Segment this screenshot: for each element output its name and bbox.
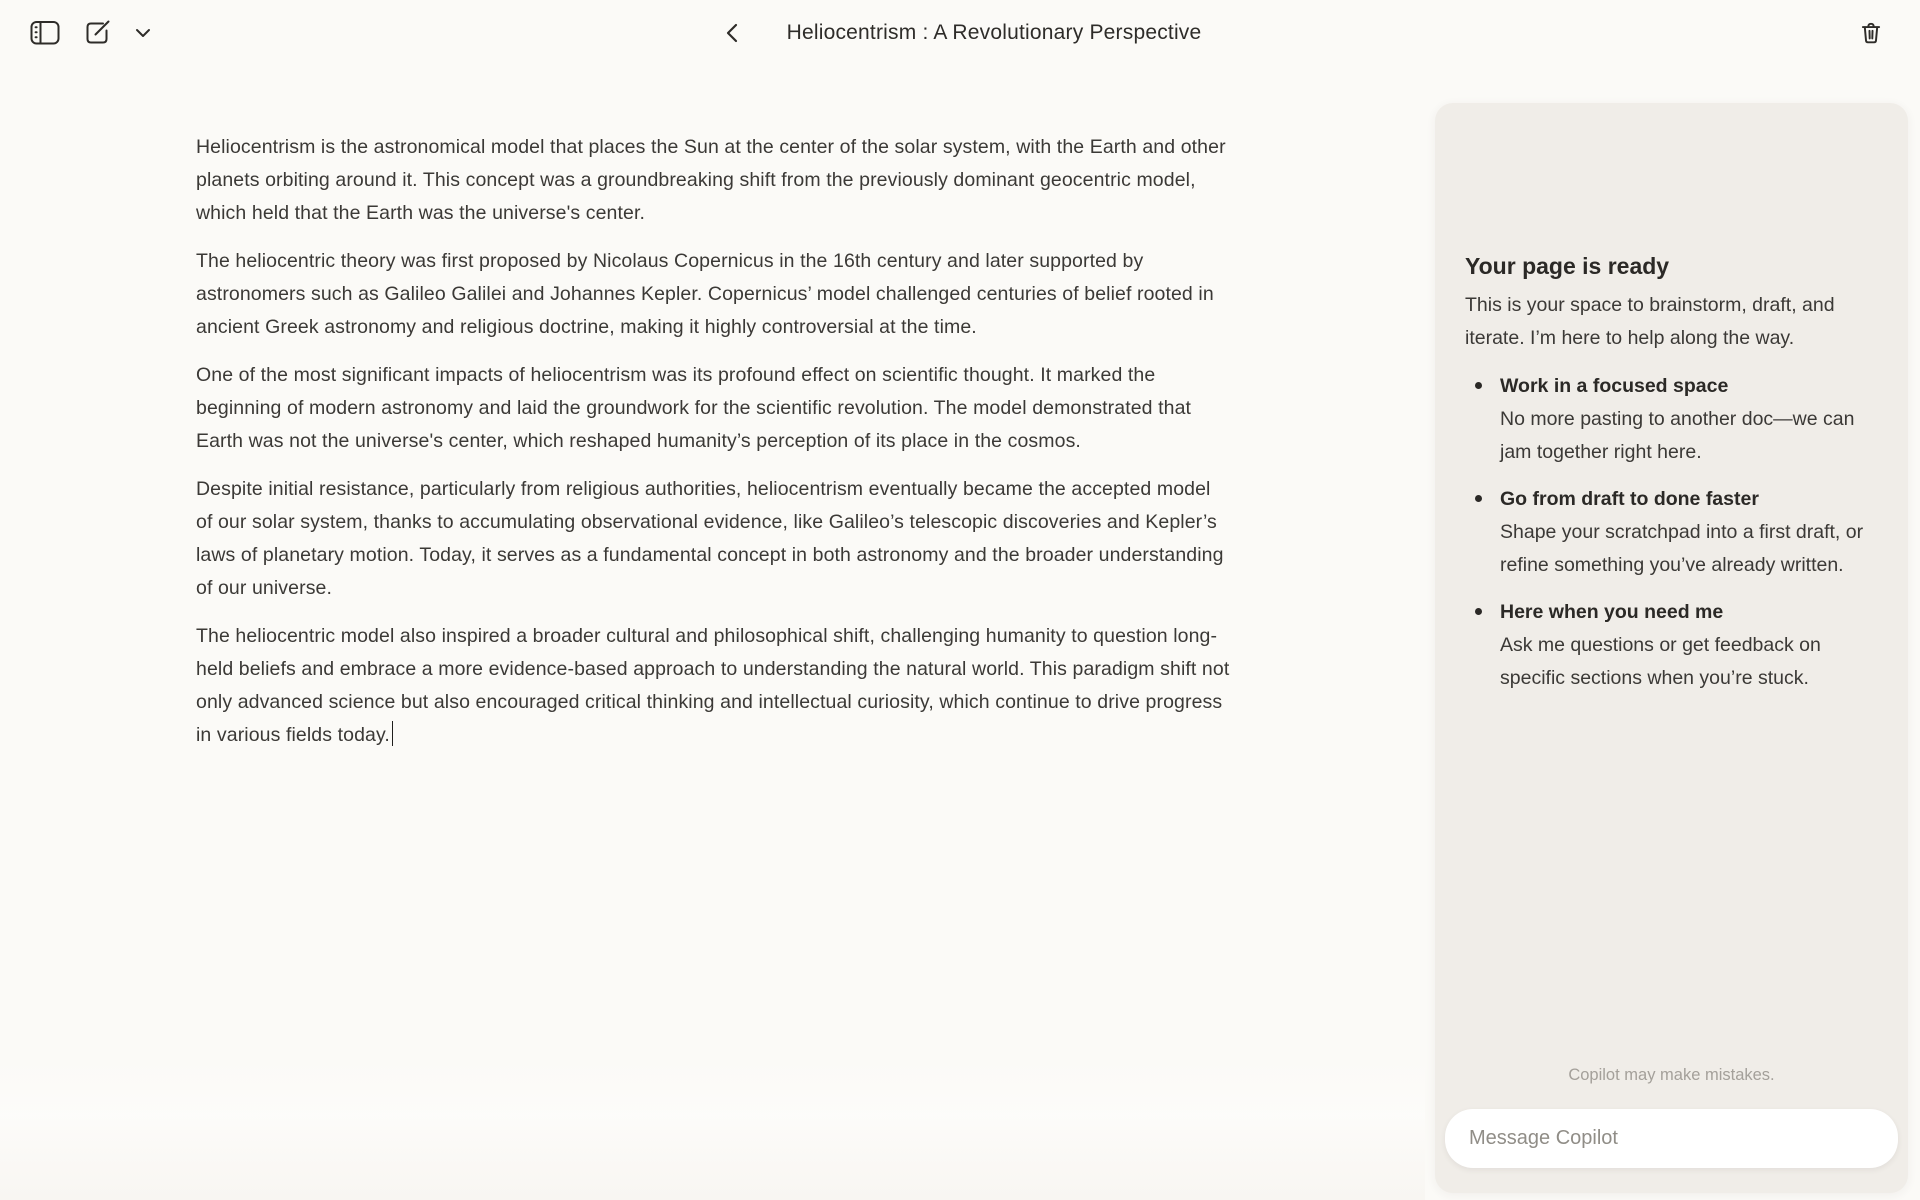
- new-page-menu-button[interactable]: [130, 14, 156, 52]
- chevron-down-icon: [135, 28, 151, 38]
- back-button[interactable]: [719, 14, 745, 52]
- bullet-dot: [1475, 382, 1482, 389]
- bullet-body: Ask me questions or get feedback on specific sections when you’re stuck.: [1500, 634, 1821, 689]
- document-paragraph-text: The heliocentric model also inspired a broader cultural and philosophical shift, challenging humanity to question long-held beliefs and embrace a more evidence-based approach to understanding the natural world. This paradigm shift not only advanced science but also encouraged critical thinking and intellectual curiosity, which continue to drive progress in various fields today.: [196, 625, 1230, 746]
- document-paragraph: [196, 620, 1230, 752]
- copilot-disclaimer: Copilot may make mistakes.: [1568, 1066, 1775, 1084]
- bullet-title: Here when you need me: [1500, 601, 1724, 623]
- sidebar-toggle-button[interactable]: [26, 14, 64, 52]
- panel-intro: This is your space to brainstorm, draft, and iterate. I’m here to help along the way.: [1465, 294, 1835, 349]
- bullet-dot: [1475, 608, 1482, 615]
- document-bottom-fade: [0, 1060, 1425, 1200]
- document-paragraph: Despite initial resistance, particularly from religious authorities, heliocentrism eventually became the accepted model of our solar system, thanks to accumulating observational evidence, like Galileo’s telescopic discoveries and Kepler’s laws of planetary motion. Today, it serves as a fundamental concept in both astronomy and the broader understanding of our universe.: [196, 478, 1224, 599]
- list-item: [1465, 596, 1880, 695]
- bullet-body: No more pasting to another doc—we can jam together right here.: [1500, 408, 1855, 463]
- panel-bullet-list: [1465, 370, 1880, 695]
- compose-icon: [83, 19, 111, 47]
- bullet-title: Work in a focused space: [1500, 375, 1729, 397]
- bullet-dot: [1475, 495, 1482, 502]
- delete-page-button[interactable]: [1852, 14, 1890, 52]
- trash-icon: [1858, 20, 1884, 46]
- sidebar-toggle-icon: [30, 20, 60, 46]
- text-cursor: [392, 721, 394, 746]
- new-page-button[interactable]: [78, 14, 116, 52]
- bullet-body: Shape your scratchpad into a first draft, or refine something you’ve already written.: [1500, 521, 1864, 576]
- chevron-left-icon: [726, 23, 738, 43]
- document-editor[interactable]: [196, 131, 1230, 767]
- panel-heading: Your page is ready: [1465, 253, 1670, 279]
- document-paragraph: The heliocentric theory was first proposed by Nicolaus Copernicus in the 16th century and later supported by astronomers such as Galileo Galilei and Johannes Kepler. Copernicus’ model challenged centuries of belief rooted in ancient Greek astronomy and religious doctrine, making it highly controversial at the time.: [196, 250, 1214, 338]
- topbar-right-group: [1852, 0, 1890, 66]
- topbar-title-group: [0, 0, 1920, 66]
- document-paragraph: One of the most significant impacts of heliocentrism was its profound effect on scientific thought. It marked the beginning of modern astronomy and laid the groundwork for the scientific revolution. The model demonstrated that Earth was not the universe's center, which reshaped humanity’s perception of its place in the cosmos.: [196, 364, 1192, 452]
- message-input-container: [1445, 1109, 1898, 1168]
- document-paragraph: Heliocentrism is the astronomical model that places the Sun at the center of the solar system, with the Earth and other planets orbiting around it. This concept was a groundbreaking shift from the previously dominant geocentric model, which held that the Earth was the universe's center.: [196, 136, 1226, 224]
- copilot-panel-content: [1465, 253, 1880, 709]
- topbar-left-group: [26, 0, 156, 66]
- list-item: [1465, 483, 1880, 582]
- bullet-title: Go from draft to done faster: [1500, 488, 1759, 510]
- page-title: Heliocentrism : A Revolutionary Perspective: [786, 21, 1202, 44]
- message-copilot-input[interactable]: [1445, 1109, 1898, 1168]
- list-item: [1465, 370, 1880, 469]
- copilot-panel: [1435, 103, 1908, 1193]
- top-bar: [0, 0, 1920, 66]
